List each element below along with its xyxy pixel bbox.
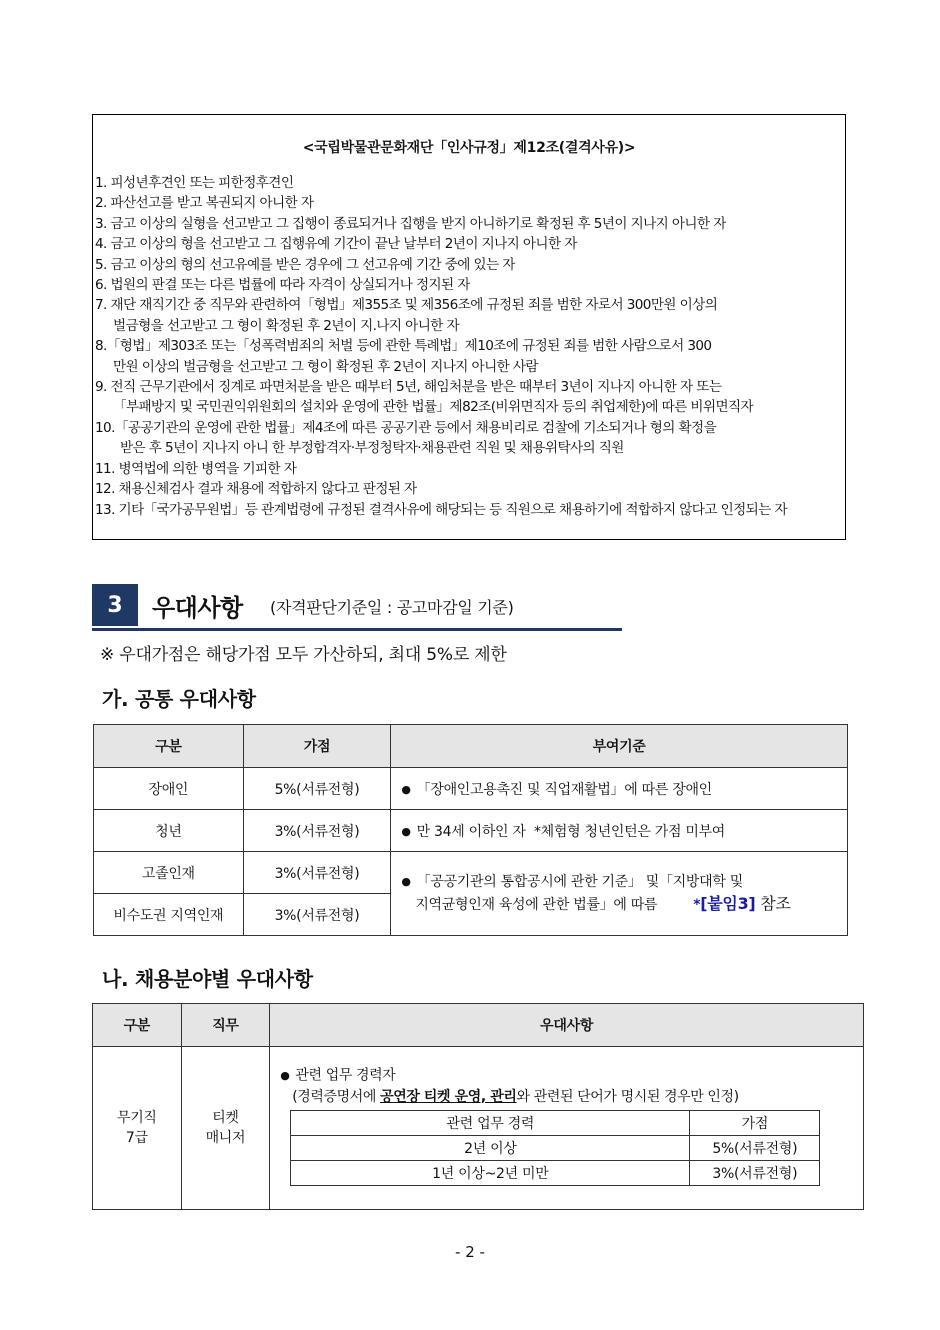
preference-text: (경력증명서에 xyxy=(292,1088,381,1105)
inner-row xyxy=(291,1160,820,1185)
category-cell xyxy=(93,1047,182,1210)
inner-row xyxy=(291,1135,820,1160)
column-header: 직무 xyxy=(181,1004,270,1047)
disqualification-item xyxy=(95,275,845,295)
page-number: - 2 - xyxy=(455,1243,485,1261)
disqualification-line: 9. 전직 근무기관에서 징계로 파면처분을 받은 때부터 5년, 해임처분을 받은 때부터 3년이 지나지 아니한 자 또는 xyxy=(95,379,722,396)
disqualification-line: 받은 후 5년이 지나지 아니 한 부정합격자·부정청탁자·채용관련 직원 및 채용위탁사의 직원 xyxy=(120,440,624,457)
column-header: 가점 xyxy=(243,725,391,768)
table-header-row xyxy=(93,1004,864,1047)
highlighted-keyword: 공연장 티켓 운영, 관리 xyxy=(380,1088,517,1105)
column-header: 우대사항 xyxy=(270,1004,864,1047)
criteria-cell-merged xyxy=(391,852,848,936)
disqualification-line: 5. 금고 이상의 형의 선고유예를 받은 경우에 그 선고유예 기간 중에 있는 자 xyxy=(95,256,515,273)
disqualification-item xyxy=(95,214,845,234)
disqualification-line: 2. 파산선고를 받고 복권되지 아니한 자 xyxy=(95,195,314,212)
disqualification-item xyxy=(95,459,845,479)
disqualification-item xyxy=(95,295,845,336)
disqualification-line: 8.「형법」제303조 또는「성폭력범죄의 처벌 등에 관한 특례법」제10조에 규정된 죄를 범한 사람으로서 300 xyxy=(95,338,712,355)
disqualification-item xyxy=(95,377,845,418)
disqualification-item xyxy=(95,479,845,499)
section-subtitle: (자격판단기준일 : 공고마감일 기준) xyxy=(270,598,514,617)
disqualification-line: 10.「공공기관의 운영에 관한 법률」제4조에 따른 공공기관 등에서 채용비리로 검찰에 기소되거나 형의 확정을 xyxy=(95,419,717,436)
reference-suffix: 참조 xyxy=(755,894,791,913)
criteria-text: 「장애인고용촉진 및 직업재활법」에 따른 장애인 xyxy=(416,781,712,798)
criteria-text: 「공공기관의 통합공시에 관한 기준」 및「지방대학 및 xyxy=(416,874,743,890)
table-row xyxy=(94,852,848,894)
inner-column-header: 가점 xyxy=(690,1110,820,1135)
disqualification-line: 11. 병역법에 의한 병역을 기피한 자 xyxy=(95,460,297,477)
criteria-text: 지역균형인재 육성에 관한 법률」에 따름 xyxy=(415,897,658,913)
disqualification-item xyxy=(95,500,845,520)
preference-text: 와 관련된 단어가 명시된 경우만 인정) xyxy=(516,1088,739,1105)
criteria-text: 만 34세 이하인 자 *체험형 청년인턴은 가점 미부여 xyxy=(416,823,726,840)
points-cell: 5%(서류전형) xyxy=(243,768,391,810)
bonus-note: ※ 우대가점은 해당가점 모두 가산하되, 최대 5%로 제한 xyxy=(100,645,507,665)
bullet-icon: ● xyxy=(401,875,411,888)
criteria-cell xyxy=(391,768,848,810)
points-cell: 3%(서류전형) xyxy=(690,1160,820,1185)
disqualification-line: 벌금형을 선고받고 그 형이 확정된 후 2년이 지.나지 아니한 자 xyxy=(113,317,460,334)
byfield-preferences-table xyxy=(92,1003,864,1210)
common-preferences-table xyxy=(93,724,848,936)
points-cell: 3%(서류전형) xyxy=(243,852,391,894)
preference-text: 관련 업무 경력자 xyxy=(295,1067,396,1084)
disqualification-line: 7. 재단 재직기간 중 직무와 관련하여「형법」제355조 및 제356조에 규정된 죄를 범한 자로서 300만원 이상의 xyxy=(95,297,718,314)
career-points-table xyxy=(290,1110,820,1186)
disqualification-item xyxy=(95,173,845,193)
disqualification-title: <국립박물관문화재단「인사규정」제12조(결격사유)> xyxy=(302,140,636,156)
column-header: 구분 xyxy=(94,725,244,768)
disqualification-line: 「부패방지 및 국민권익위원회의 설치와 운영에 관한 법률」제82조(비위면직자 등의 취업제한)에 따른 비위면직자 xyxy=(113,399,754,416)
category-cell: 고졸인재 xyxy=(94,852,244,894)
points-cell: 3%(서류전형) xyxy=(243,894,391,936)
disqualification-line: 만원 이상의 벌금형을 선고받고 그 형이 확정된 후 2년이 지나지 아니한 사람 xyxy=(113,358,538,375)
criteria-cell xyxy=(391,810,848,852)
preference-cell xyxy=(270,1047,864,1210)
category-line: 7급 xyxy=(125,1130,148,1146)
disqualification-item xyxy=(95,234,845,254)
disqualification-list xyxy=(93,173,845,520)
points-cell: 3%(서류전형) xyxy=(243,810,391,852)
category-cell: 청년 xyxy=(94,810,244,852)
bullet-icon: ● xyxy=(401,825,411,838)
section-title: 우대사항 xyxy=(152,594,243,622)
disqualification-line: 4. 금고 이상의 형을 선고받고 그 집행유예 기간이 끝난 날부터 2년이 지나지 아니한 자 xyxy=(95,236,577,253)
disqualification-item xyxy=(95,336,845,377)
job-cell xyxy=(181,1047,270,1210)
disqualification-line: 1. 피성년후견인 또는 피한정후견인 xyxy=(95,175,294,191)
table-row xyxy=(93,1047,864,1210)
career-cell: 2년 이상 xyxy=(291,1135,690,1160)
disqualification-line: 3. 금고 이상의 실형을 선고받고 그 집행이 종료되거나 집행을 받지 아니하기로 확정된 후 5년이 지나지 아니한 자 xyxy=(95,215,726,232)
category-cell: 장애인 xyxy=(94,768,244,810)
disqualification-line: 6. 법원의 판결 또는 다른 법률에 따라 자격이 상실되거나 정지된 자 xyxy=(95,277,470,294)
inner-header-row xyxy=(291,1110,820,1135)
attachment-reference: [붙임3] xyxy=(700,894,756,913)
bullet-icon: ● xyxy=(401,783,411,796)
job-line: 티켓 xyxy=(212,1110,239,1126)
section-header xyxy=(92,584,622,631)
career-cell: 1년 이상~2년 미만 xyxy=(291,1160,690,1185)
table-row xyxy=(94,768,848,810)
section-number: 3 xyxy=(92,584,138,626)
category-cell: 비수도권 지역인재 xyxy=(94,894,244,936)
bullet-icon: ● xyxy=(280,1069,290,1082)
disqualification-box xyxy=(92,114,846,540)
disqualification-item xyxy=(95,193,845,213)
common-heading: 가. 공통 우대사항 xyxy=(102,687,256,711)
disqualification-line: 13. 기타「국가공무원법」등 관계법령에 규정된 결격사유에 해당되는 등 직원으로 채용하기에 적합하지 않다고 인정되는 자 xyxy=(95,501,787,518)
reference-asterisk: * xyxy=(693,897,701,913)
disqualification-item xyxy=(95,418,845,459)
disqualification-line: 12. 채용신체검사 결과 채용에 적합하지 않다고 판정된 자 xyxy=(95,481,417,498)
column-header: 부여기준 xyxy=(391,725,848,768)
column-header: 구분 xyxy=(93,1004,182,1047)
disqualification-item xyxy=(95,255,845,275)
table-row xyxy=(94,810,848,852)
job-line: 매니저 xyxy=(205,1130,246,1146)
inner-column-header: 관련 업무 경력 xyxy=(291,1110,690,1135)
byfield-heading: 나. 채용분야별 우대사항 xyxy=(102,967,313,991)
table-header-row xyxy=(94,725,848,768)
points-cell: 5%(서류전형) xyxy=(690,1135,820,1160)
category-line: 무기직 xyxy=(116,1110,157,1126)
